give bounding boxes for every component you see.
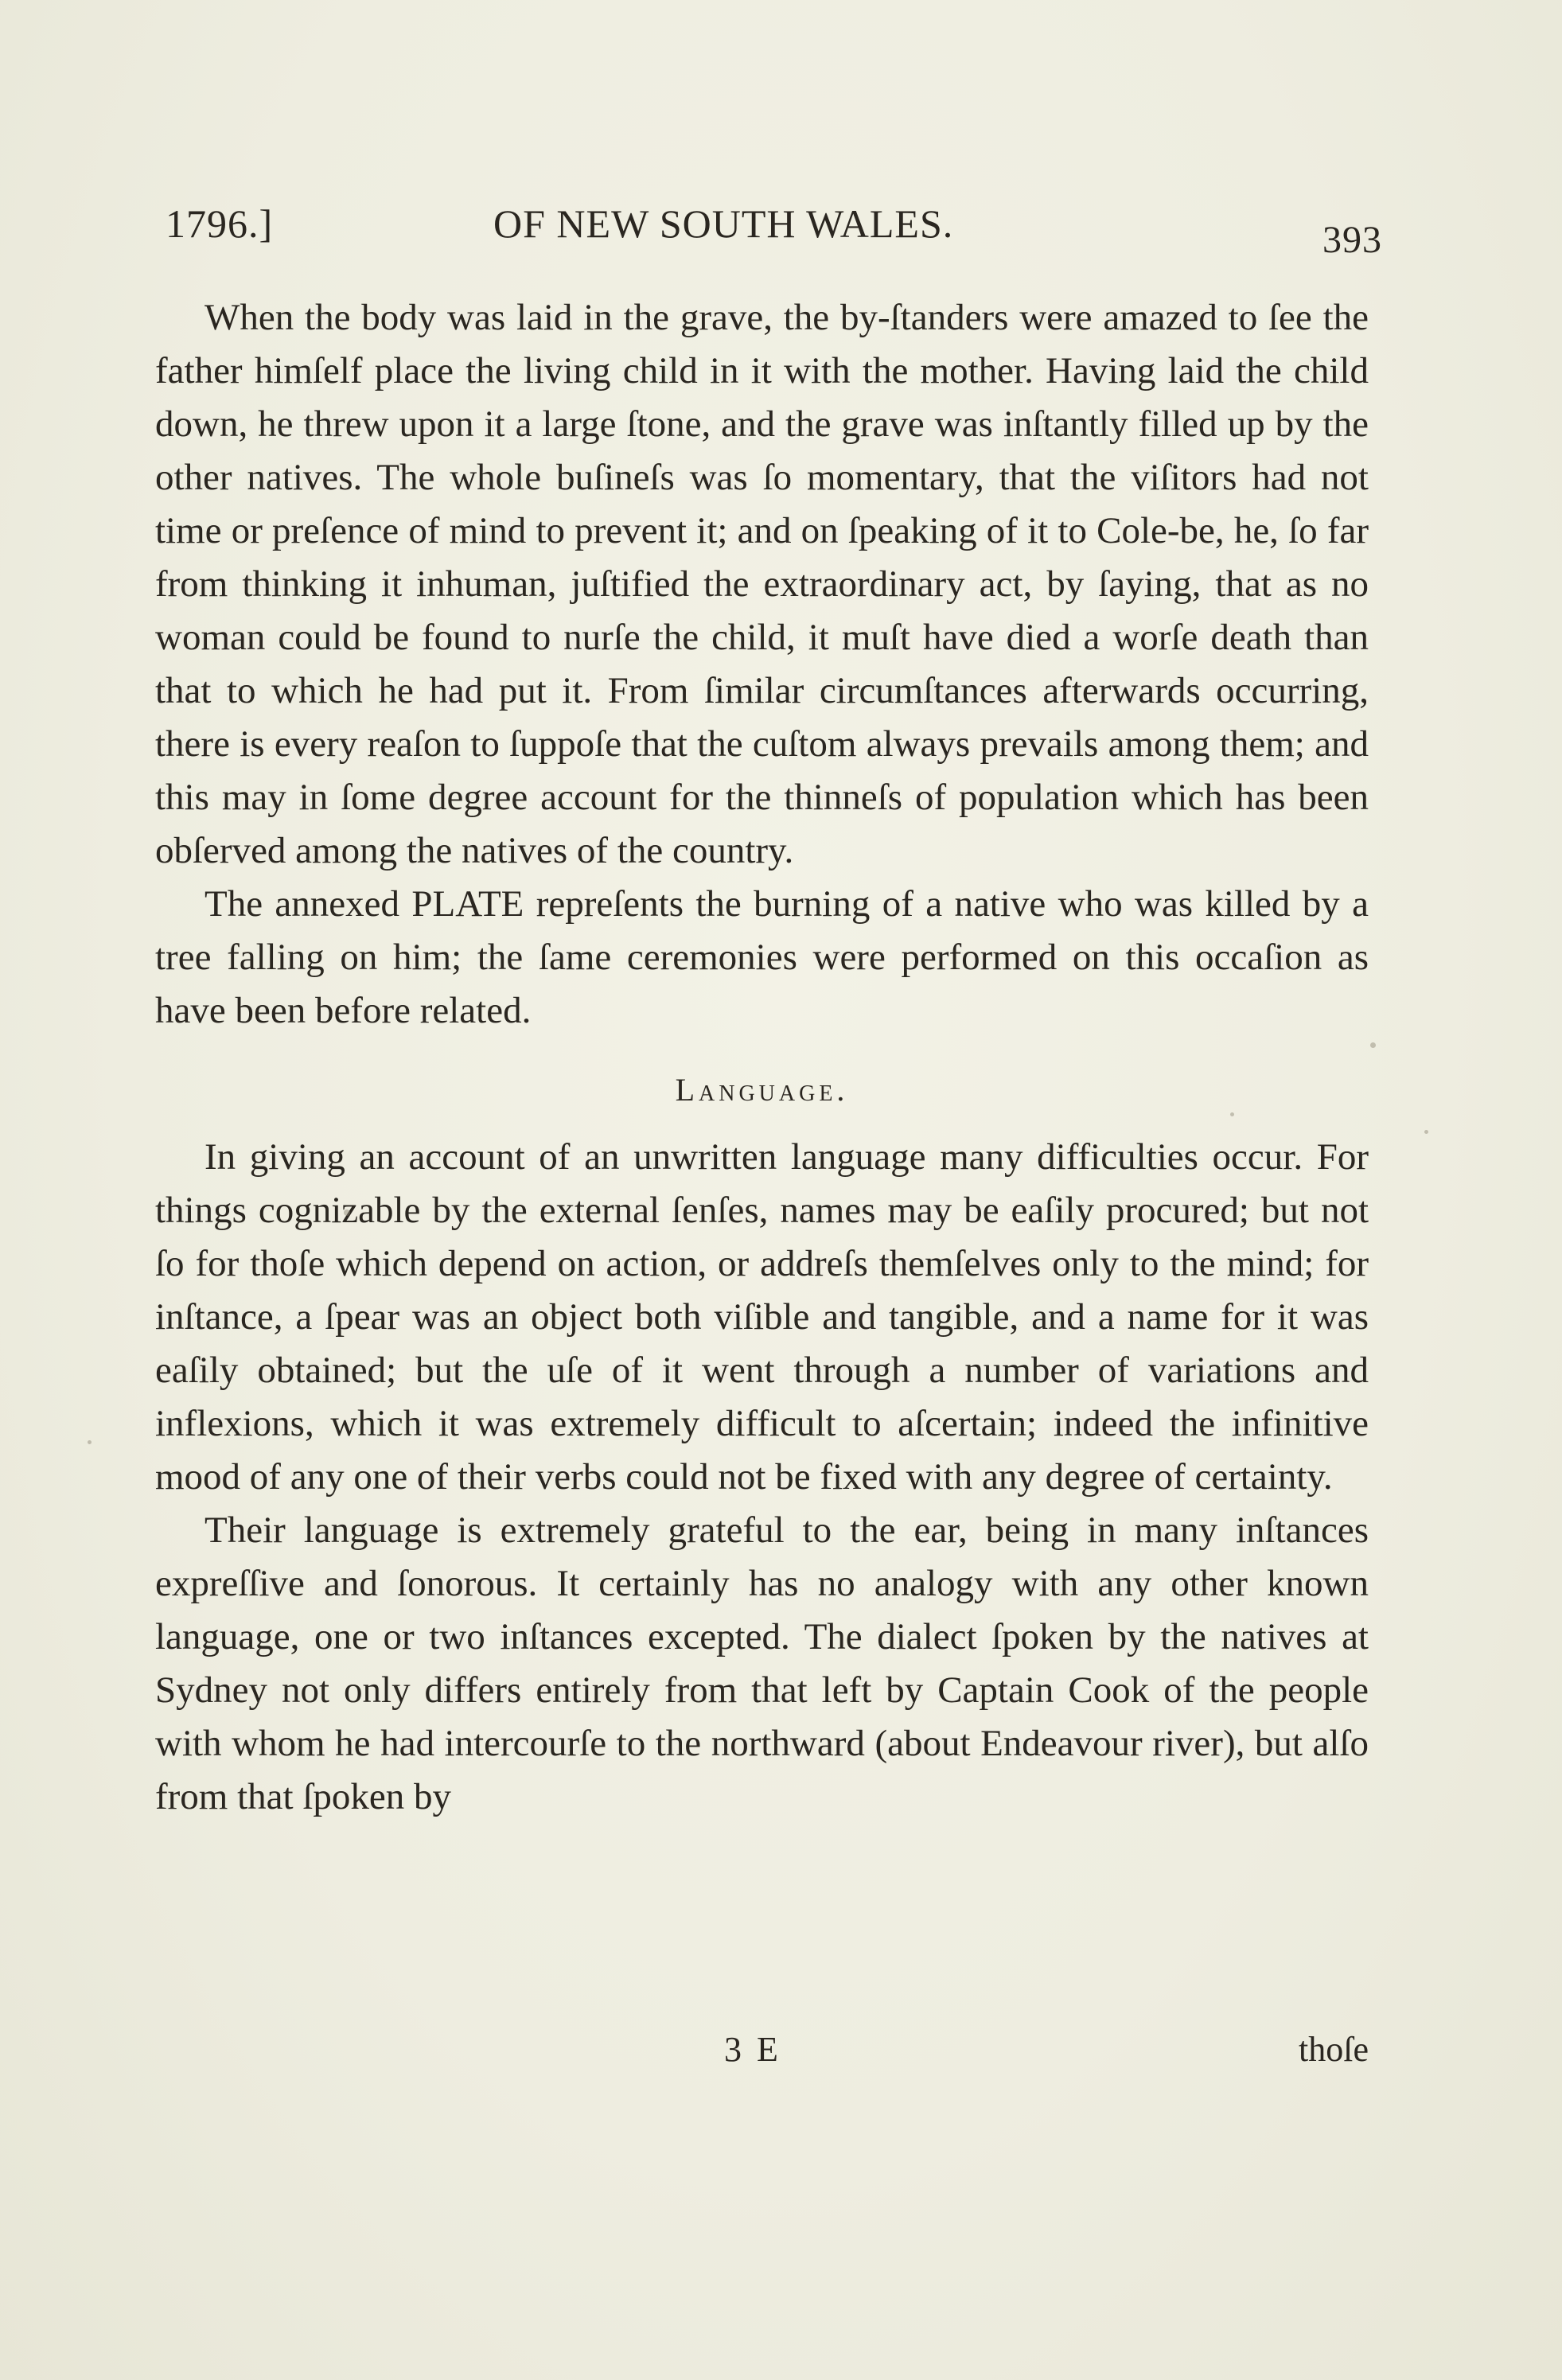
catchword: thoſe (1299, 2030, 1369, 2069)
paragraph-burial: When the body was laid in the grave, the by-ſtanders were amazed to ſee the father himſelf place the living child in it with the mother. Having laid the child down, he threw upon it a large ſtone, and the grave was inſtantly filled up by the other natives. The whole buſineſs was ſo momentary, that the viſitors had not time or preſence of mind to prevent it; and on ſpeaking of it to Cole-be, he, ſo far from thinking it inhuman, juſtified the extraordinary act, by ſaying, that as no woman could be found to nurſe the child, it muſt have died a worſe death than that to which he had put it. From ſimilar circumſtances afterwards occurring, there is every reaſon to ſuppoſe that the cuſtom always prevails among them; and this may in ſome degree account for the thinneſs of population which has been obſerved among the natives of the country. (155, 297, 1369, 871)
paragraph-plate: The annexed PLATE repreſents the burning of a native who was killed by a tree falling on him; the ſame ceremonies were performed on this occaſion as have been before related. (155, 883, 1369, 1031)
section-heading: Language. (675, 1072, 849, 1108)
paper-speck (1370, 1042, 1376, 1048)
running-head-title: OF NEW SOUTH WALES. (493, 201, 954, 246)
page-footer (155, 2029, 1369, 2085)
paragraph-language-sound: Their language is extremely grateful to the ear, being in many inſtances expreſſive and ſonorous. It certainly has no analogy with any other known language, one or two inſtances excepted. The dialect ſpoken by the natives at Sydney not only differs entirely from that left by Captain Cook of the people with whom he had intercourſe to the northward (about Endeavour river), but alſo from that ſpoken by (155, 1509, 1369, 1817)
running-head-year: 1796.] (166, 201, 274, 246)
paragraph-language-intro: In giving an account of an unwritten language many difficulties occur. For things cognizable by the external ſenſes, names may be eaſily procured; but not ſo for thoſe which depend on action, or addreſs themſelves only to the mind; for inſtance, a ſpear was an object both viſible and tangible, and a name for it was eaſily obtained; but the uſe of it went through a number of variations and inflexions, which it was extremely difficult to aſcertain; indeed the infinitive mood of any one of their verbs could not be fixed with any degree of certainty. (155, 1136, 1369, 1498)
paper-speck (1230, 1112, 1234, 1116)
page-number: 393 (1322, 219, 1382, 261)
running-head (159, 201, 1416, 264)
paper-speck (88, 1440, 92, 1444)
body-text (155, 291, 1369, 1824)
paper-speck (344, 1209, 350, 1216)
paper-speck (1424, 1130, 1428, 1134)
signature-mark: 3 E (724, 2030, 781, 2069)
